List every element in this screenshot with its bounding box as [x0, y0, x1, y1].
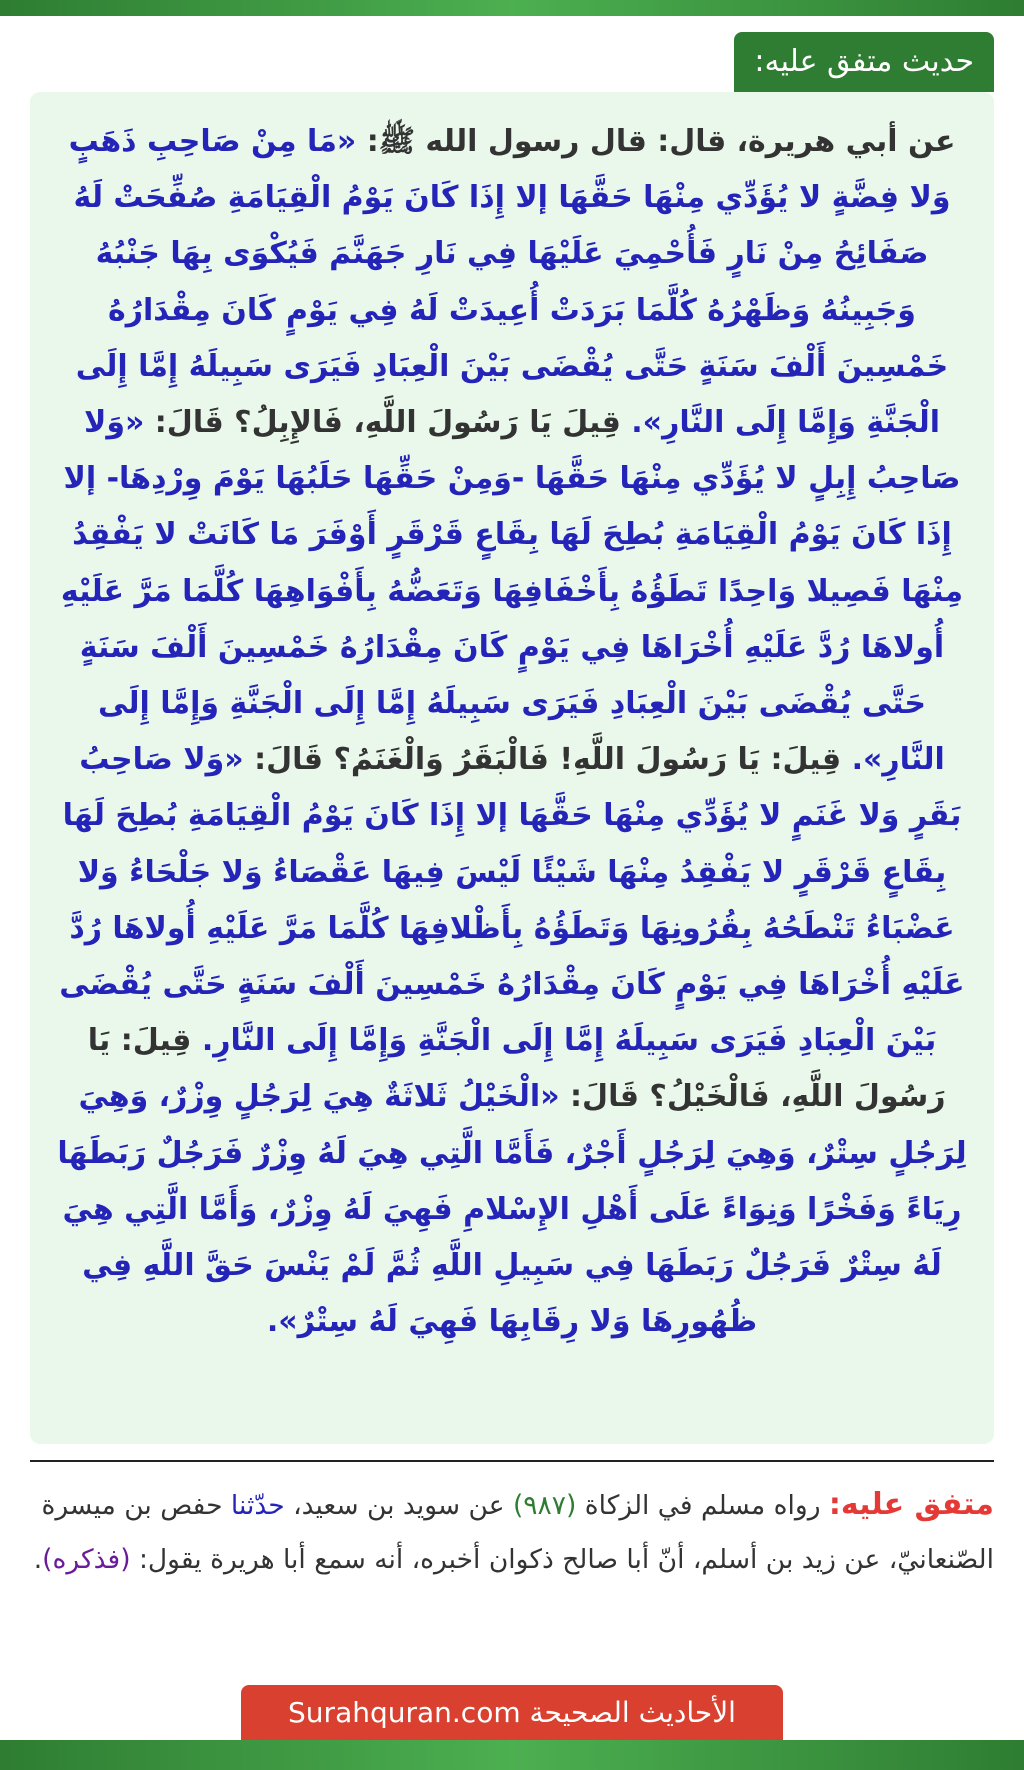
source-text-3: حفص بن ميسرة الصّنعانيّ، عن زيد بن أسلم، أنّ أبا صالح ذكوان أخبره، أنه سمع أبا هريرة يقول:: [41, 1490, 994, 1575]
prophet-saying-gold-silver: «مَا مِنْ صَاحِبِ ذَهَبٍ وَلا فِضَّةٍ لا يُؤَدِّي مِنْهَا حَقَّهَا إلا إِذَا كَانَ يَوْمُ الْقِيَامَةِ صُفِّحَتْ لَهُ صَفَائِحُ مِنْ نَارٍ فَأُحْمِيَ عَلَيْهَا فِي نَارِ جَهَنَّمَ فَيُكْوَى بِهَا جَنْبُهُ وَجَبِينُهُ وَظَهْرُهُ كُلَّمَا بَرَدَتْ أُعِيدَتْ لَهُ فِي يَوْمٍ كَانَ مِقْدَارُهُ خَمْسِينَ أَلْفَ سَنَةٍ حَتَّى يُقْضَى بَيْنَ الْعِبَادِ فَيَرَى سَبِيلَهُ إِمَّا إِلَى الْجَنَّةِ وَإِمَّا إِلَى النَّارِ».: [68, 124, 951, 441]
hadith-text-box: [30, 92, 994, 1444]
narrator-chain-link[interactable]: حدّثنا: [230, 1490, 285, 1521]
hadith-type-tag: حديث متفق عليه:: [734, 32, 994, 92]
question-horses: قِيلَ: يَا رَسُولَ اللَّهِ، فَالْخَيْلُ؟ قَالَ:: [87, 1023, 946, 1115]
prophet-saying-camels: «وَلا صَاحِبُ إِبِلٍ لا يُؤَدِّي مِنْهَا حَقَّهَا -وَمِنْ حَقِّهَا حَلَبُهَا يَوْمَ وِرْدِهَا- إلا إِذَا كَانَ يَوْمُ الْقِيَامَةِ بُطِحَ لَهَا بِقَاعٍ قَرْقَرٍ أَوْفَرَ مَا كَانَتْ لا يَفْقِدُ مِنْهَا فَصِيلا وَاحِدًا تَطَؤُهُ بِأَخْفَافِهَا وَتَعَضُّهُ بِأَفْوَاهِهَا كُلَّمَا مَرَّ عَلَيْهِ أُولاهَا رُدَّ عَلَيْهِ أُخْرَاهَا فِي يَوْمٍ كَانَ مِقْدَارُهُ خَمْسِينَ أَلْفَ سَنَةٍ حَتَّى يُقْضَى بَيْنَ الْعِبَادِ فَيَرَى سَبِيلَهُ إِمَّا إِلَى الْجَنَّةِ وَإِمَّا إِلَى النَّارِ».: [60, 405, 964, 778]
section-divider: [30, 1460, 994, 1462]
source-title: متفق عليه:: [828, 1487, 994, 1522]
fadhkarahu-link[interactable]: (فذكره): [42, 1544, 131, 1575]
source-text-2: عن سويد بن سعيد،: [284, 1490, 513, 1521]
source-reference: [30, 1478, 994, 1587]
source-text-1: رواه مسلم في الزكاة: [576, 1490, 829, 1521]
question-camels: قِيلَ يَا رَسُولَ اللَّهِ، فَالإِبِلُ؟ قَالَ:: [144, 405, 621, 441]
top-bar: [0, 0, 1024, 16]
prophet-saying-horses: «الْخَيْلُ ثَلاثَةٌ هِيَ لِرَجُلٍ وِزْرٌ، وَهِيَ لِرَجُلٍ سِتْرٌ، وَهِيَ لِرَجُلٍ أَجْرٌ، فَأَمَّا الَّتِي هِيَ لَهُ وِزْرٌ فَرَجُلٌ رَبَطَهَا رِيَاءً وَفَخْرًا وَنِوَاءً عَلَى أَهْلِ الإِسْلامِ فَهِيَ لَهُ وِزْرٌ، وَأَمَّا الَّتِي هِيَ لَهُ سِتْرٌ فَرَجُلٌ رَبَطَهَا فِي سَبِيلِ اللَّهِ ثُمَّ لَمْ يَنْسَ حَقَّ اللَّهِ فِي ظُهُورِهَا وَلا رِقَابِهَا فَهِيَ لَهُ سِتْرٌ».: [57, 1079, 967, 1340]
bottom-bar: [0, 1740, 1024, 1770]
site-link-button[interactable]: الأحاديث الصحيحة Surahquran.com: [241, 1685, 783, 1741]
question-cattle-sheep: قِيلَ: يَا رَسُولَ اللَّهِ! فَالْبَقَرُ وَالْغَنَمُ؟ قَالَ:: [243, 742, 842, 778]
hadith-number-link[interactable]: (٩٨٧): [512, 1490, 577, 1521]
source-end: .: [33, 1544, 43, 1575]
narrator-intro: عن أبي هريرة، قال: قال رسول الله ﷺ:: [356, 124, 956, 159]
prophet-saying-cattle-sheep: «وَلا صَاحِبُ بَقَرٍ وَلا غَنَمٍ لا يُؤَدِّي مِنْهَا حَقَّهَا إلا إِذَا كَانَ يَوْمُ الْقِيَامَةِ بُطِحَ لَهَا بِقَاعٍ قَرْقَرٍ لا يَفْقِدُ مِنْهَا شَيْئًا لَيْسَ فِيهَا عَقْصَاءُ وَلا جَلْحَاءُ وَلا عَضْبَاءُ تَنْطَحُهُ بِقُرُونِهَا وَتَطَؤُهُ بِأَظْلافِهَا كُلَّمَا مَرَّ عَلَيْهِ أُولاهَا رُدَّ عَلَيْهِ أُخْرَاهَا فِي يَوْمٍ كَانَ مِقْدَارُهُ خَمْسِينَ أَلْفَ سَنَةٍ حَتَّى يُقْضَى بَيْنَ الْعِبَادِ فَيَرَى سَبِيلَهُ إِمَّا إِلَى الْجَنَّةِ وَإِمَّا إِلَى النَّارِ.: [59, 742, 965, 1059]
